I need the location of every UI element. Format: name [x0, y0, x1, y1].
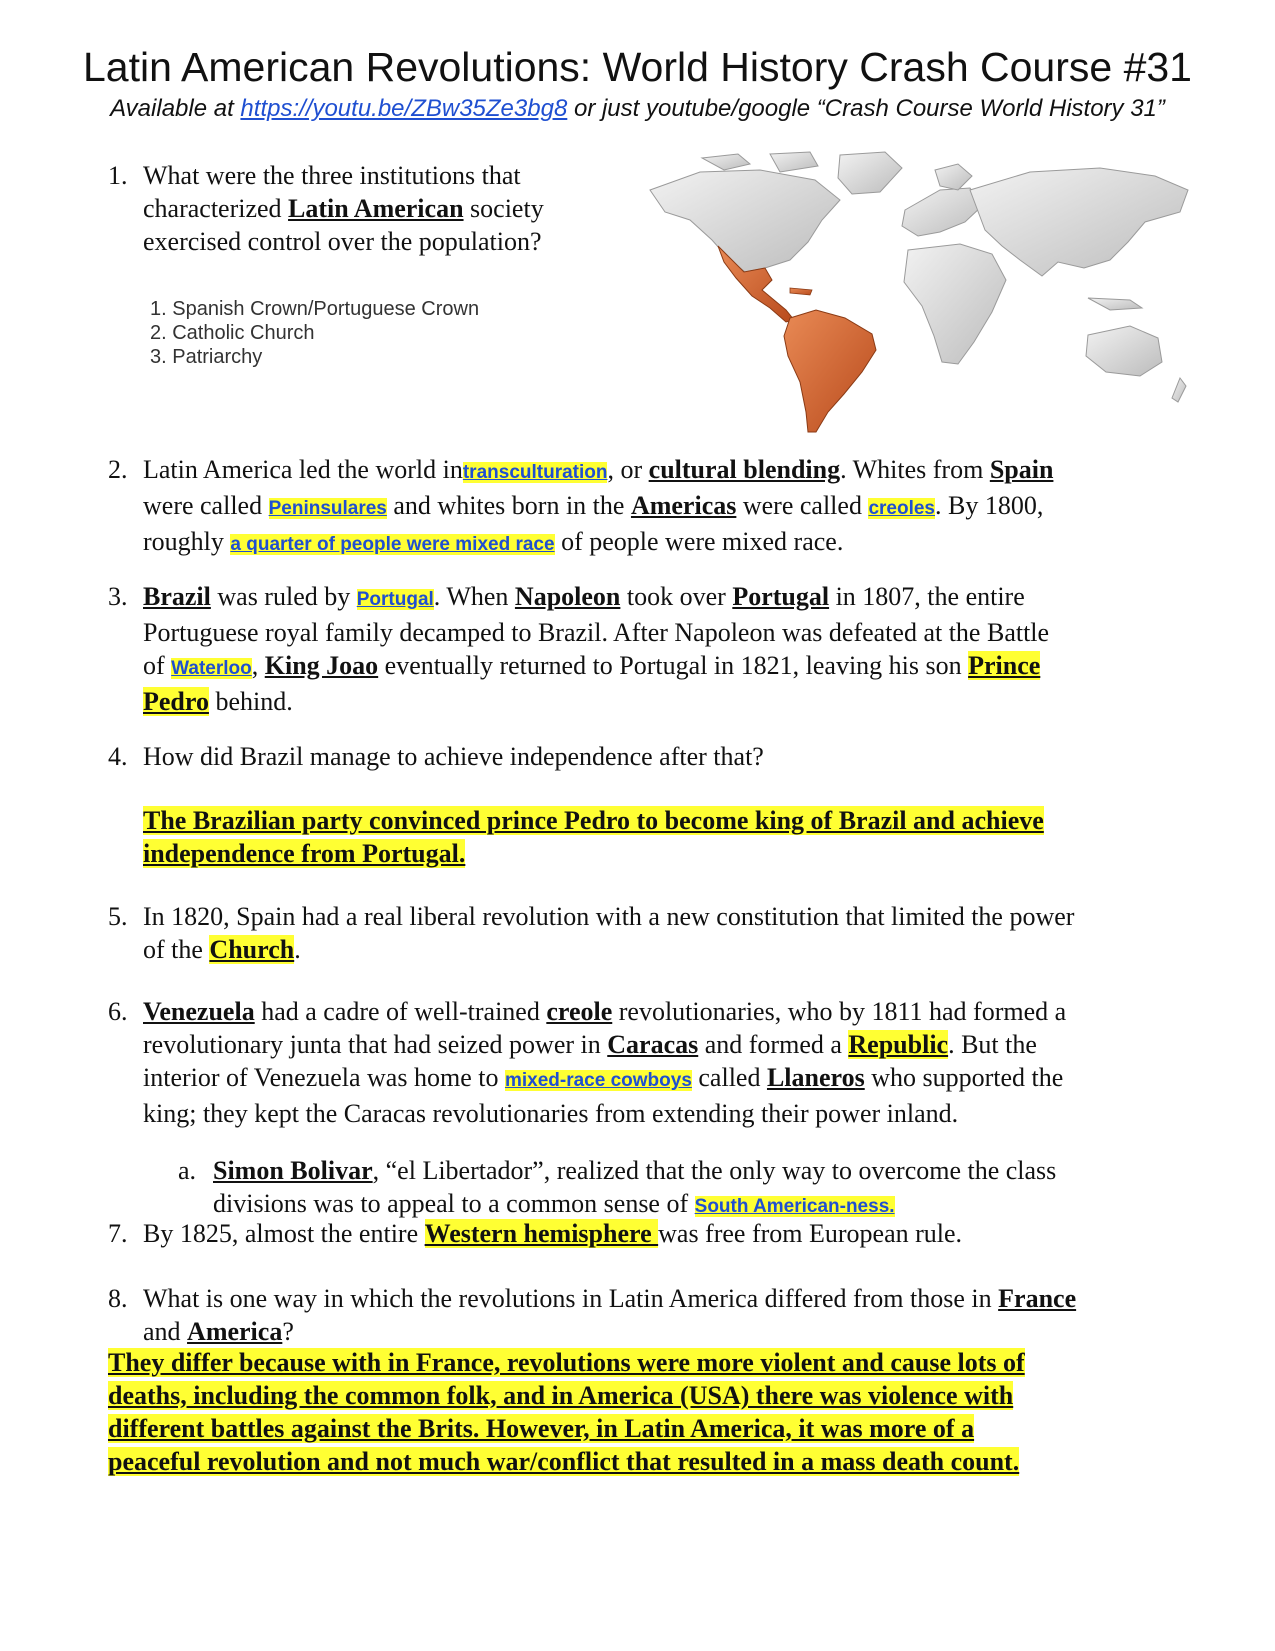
term-prince: Prince	[968, 651, 1041, 680]
q6-text: called	[691, 1063, 767, 1092]
q2-line-3	[143, 525, 1053, 561]
q3-text: was ruled by	[210, 582, 357, 611]
q6-text: who supported the	[864, 1063, 1064, 1092]
q2-text: Latin America led the world in	[143, 455, 463, 484]
q6-text: had a cadre of well-trained	[254, 997, 547, 1026]
q4-number: 4.	[108, 742, 128, 771]
question-3	[143, 580, 1049, 718]
scandinavia-shape	[935, 164, 972, 190]
q3-line-3	[143, 649, 1049, 685]
q3-line-2: Portuguese royal family decamped to Brazil. After Napoleon was defeated at the Battle	[143, 618, 1050, 647]
question-1	[143, 159, 544, 258]
term-venezuela: Venezuela	[143, 997, 255, 1026]
q2-text: were called	[736, 491, 869, 520]
subtitle	[0, 95, 1275, 123]
q6-text: . But the	[948, 1030, 1037, 1059]
q2-text: were called	[143, 491, 269, 520]
q2-text: . Whites from	[840, 455, 990, 484]
q8-text: and	[143, 1317, 188, 1346]
answer-waterloo[interactable]: Waterloo	[171, 658, 252, 679]
q6a-text: divisions was to appeal to a common sense of	[213, 1189, 695, 1218]
south-america-shape	[784, 310, 876, 432]
q7-text: By 1825, almost the entire	[143, 1219, 425, 1248]
north-america-shape	[650, 170, 840, 272]
q1-line-2	[143, 192, 544, 225]
q5-line-2	[143, 933, 1074, 966]
q8-number: 8.	[108, 1284, 128, 1313]
term-creole: creole	[546, 997, 613, 1026]
q7-text: was free from European rule.	[658, 1219, 963, 1248]
q1-line-3: exercised control over the population?	[143, 227, 542, 256]
arctic-island-shape	[770, 152, 818, 172]
q2-line-2	[143, 489, 1053, 525]
q5-line-1: In 1820, Spain had a real liberal revolution with a new constitution that limited the power	[143, 902, 1075, 931]
q1-answers	[150, 297, 479, 369]
q6a-letter: a.	[178, 1156, 197, 1185]
q2-text: of people were mixed race.	[554, 527, 844, 556]
q3-number: 3.	[108, 582, 128, 611]
q2-text: . By 1800,	[935, 491, 1044, 520]
q3-text: took over	[620, 582, 733, 611]
new-zealand-shape	[1172, 378, 1186, 402]
q1-line-1: What were the three institutions that	[143, 161, 521, 190]
term-king-joao: King Joao	[264, 651, 379, 680]
term-caracas: Caracas	[607, 1030, 699, 1059]
q3-text: behind.	[208, 687, 293, 716]
q2-text: and whites born in the	[386, 491, 631, 520]
term-portugal: Portugal	[732, 582, 830, 611]
q1-text: characterized	[143, 194, 289, 223]
subtitle-suffix: or just youtube/google “Crash Course World History 31”	[567, 95, 1165, 122]
q2-line-1	[143, 453, 1053, 489]
q3-text: eventually returned to Portugal in 1821, leaving his son	[378, 651, 969, 680]
q6-line-3	[143, 1061, 1066, 1097]
q1-text: society	[463, 194, 544, 223]
q2-text: , or	[607, 455, 649, 484]
term-llaneros: Llaneros	[766, 1063, 865, 1092]
q5-number: 5.	[108, 902, 128, 931]
q6-text: and formed a	[698, 1030, 849, 1059]
term-pedro: Pedro	[143, 687, 209, 716]
q8-answer-line-3: different battles against the Brits. However, in Latin America, it was more of a	[108, 1414, 975, 1443]
term-republic: Republic	[848, 1030, 949, 1059]
q8-answer-line-1: They differ because with in France, revolutions were more violent and cause lots of	[108, 1348, 1025, 1377]
question-7	[143, 1217, 962, 1250]
caribbean-shape	[790, 288, 812, 295]
answer-mixed-race[interactable]: a quarter of people were mixed race	[230, 534, 555, 555]
q2-text: roughly	[143, 527, 231, 556]
page-title: Latin American Revolutions: World History Crash Course #31	[82, 44, 1192, 90]
australia-shape	[1086, 326, 1162, 376]
q5-text: .	[294, 935, 301, 964]
term-cultural-blending: cultural blending	[648, 455, 841, 484]
video-link[interactable]: https://youtu.be/ZBw35Ze3bg8	[240, 95, 568, 122]
q6-line-2	[143, 1028, 1066, 1061]
q6-text: interior of Venezuela was home to	[143, 1063, 505, 1092]
arctic-island-shape	[702, 154, 750, 170]
q8-answer-line-4: peaceful revolution and not much war/conflict that resulted in a mass death count.	[108, 1447, 1020, 1476]
q6-line-1	[143, 995, 1066, 1028]
q6-text: revolutionary junta that had seized power in	[143, 1030, 608, 1059]
question-5	[143, 900, 1074, 966]
q3-line-4	[143, 685, 1049, 718]
q4-answer	[143, 804, 1044, 870]
africa-shape	[904, 244, 1006, 364]
indonesia-shape	[1088, 298, 1142, 310]
answer-south-american-ness[interactable]: South American-ness.	[694, 1196, 895, 1217]
answer-transculturation[interactable]: transculturation	[462, 462, 608, 483]
answer-peninsulares[interactable]: Peninsulares	[268, 498, 387, 519]
term-western-hemisphere: Western hemisphere	[424, 1219, 659, 1248]
greenland-shape	[838, 152, 902, 194]
q3-text: ,	[251, 651, 265, 680]
question-8	[143, 1282, 1076, 1348]
q1-number: 1.	[108, 161, 128, 190]
term-spain: Spain	[989, 455, 1054, 484]
q3-text: of	[143, 651, 172, 680]
term-brazil: Brazil	[143, 582, 211, 611]
question-6a	[213, 1154, 1056, 1223]
q4-answer-line-1: The Brazilian party convinced prince Pedro to become king of Brazil and achieve	[143, 806, 1044, 835]
europe-shape	[902, 188, 982, 236]
q8-text: ?	[282, 1317, 294, 1346]
term-simon-bolivar: Simon Bolivar	[213, 1156, 373, 1185]
q5-text: of the	[143, 935, 210, 964]
term-latin-american: Latin American	[288, 194, 464, 223]
asia-shape	[970, 168, 1188, 276]
question-6	[143, 995, 1066, 1130]
term-napoleon: Napoleon	[514, 582, 621, 611]
term-america: America	[187, 1317, 283, 1346]
answer-creoles[interactable]: creoles	[868, 498, 935, 519]
q2-number: 2.	[108, 455, 128, 484]
term-church: Church	[209, 935, 295, 964]
q6-line-4: king; they kept the Caracas revolutionaries from extending their power inland.	[143, 1099, 959, 1128]
q8-text: What is one way in which the revolutions in Latin America differed from those in	[143, 1284, 999, 1313]
q3-text: . When	[433, 582, 515, 611]
q4-answer-line-2: independence from Portugal.	[143, 839, 466, 868]
world-map-icon	[640, 150, 1200, 440]
q6-text: revolutionaries, who by 1811 had formed a	[612, 997, 1067, 1026]
q1-answer-3: 3. Patriarchy	[150, 346, 263, 368]
question-4: How did Brazil manage to achieve independence after that?	[143, 742, 764, 771]
question-2	[143, 453, 1053, 561]
q3-text: in 1807, the entire	[829, 582, 1025, 611]
answer-portugal[interactable]: Portugal	[356, 589, 434, 610]
term-americas: Americas	[630, 491, 737, 520]
q6a-text: , “el Libertador”, realized that the only way to overcome the class	[372, 1156, 1057, 1185]
q6-number: 6.	[108, 997, 128, 1026]
q1-answer-2: 2. Catholic Church	[150, 322, 315, 344]
q8-line-2	[143, 1315, 1076, 1348]
subtitle-prefix: Available at	[110, 95, 241, 122]
answer-mixed-race-cowboys[interactable]: mixed-race cowboys	[504, 1070, 692, 1091]
q3-line-1	[143, 580, 1049, 616]
q7-number: 7.	[108, 1219, 128, 1248]
term-france: France	[998, 1284, 1077, 1313]
q8-answer-line-2: deaths, including the common folk, and in America (USA) there was violence with	[108, 1381, 1014, 1410]
q1-answer-1: 1. Spanish Crown/Portuguese Crown	[150, 298, 480, 320]
q8-answer	[108, 1346, 1025, 1478]
q6a-line-1	[213, 1154, 1056, 1187]
q8-line-1	[143, 1282, 1076, 1315]
